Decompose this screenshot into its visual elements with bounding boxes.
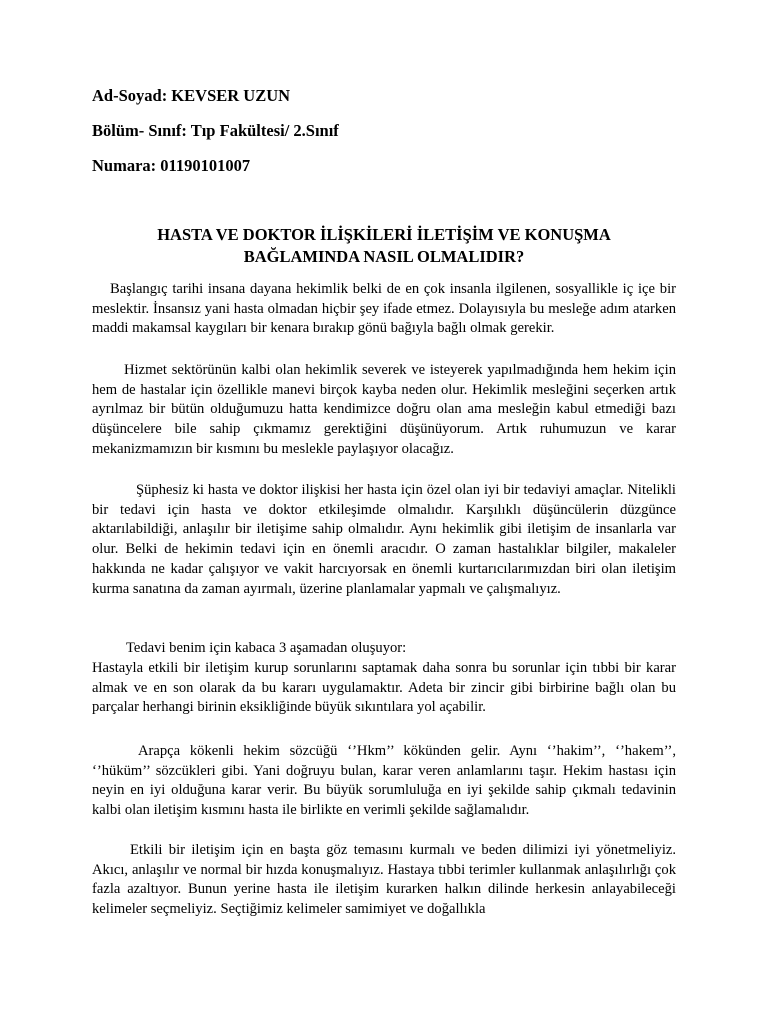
essay-title-line-1: HASTA VE DOKTOR İLİŞKİLERİ İLETİŞİM VE KONUŞMA [157,225,611,244]
paragraph-1: Başlangıç tarihi insana dayana hekimlik belki de en çok insanla ilgilenen, sosyallikle iç içe bir meslektir. İnsansız yani hasta olmadan hiçbir şey ifade etmez. Dolayısıyla bu mesleğe adım atarken maddi makamsal kaygıları bir kenara bırakıp gönü bağıyla bağlı olmak gerekir. [92,281,676,337]
paragraph-5: Arapça kökenli hekim sözcüğü ‘’Hkm’’ kökünden gelir. Aynı ‘’hakim’’, ‘’hakem’’, ‘’hüküm’’ sözcükleri gibi. Yani doğruyu bulan, karar veren anlamlarını taşır. Hekim hastası için neyin en iyi olduğuna karar verir. Bu büyük sorumluluğa en iyi şekilde sahip çıkmalı tedavinin kalbi olan iletişim kısmını hasta ile birlikte en verimli şekilde sağlamalıdır. [92,743,676,819]
essay-title [92,224,676,268]
student-department: Bölüm- Sınıf: Tıp Fakültesi/ 2.Sınıf [92,121,339,140]
student-number: Numara: 01190101007 [92,156,251,175]
paragraph-6: Etkili bir iletişim için en başta göz temasını kurmalı ve beden dilimizi iyi yönetmeliyiz. Akıcı, anlaşılır ve normal bir hızda konuşmalıyız. Hastaya tıbbi terimler kullanmak anlaşılırlığı çok fazla azaltıyor. Bunun yerine hasta ile iletişim kurarken halkın dilinde herkesin anlayabileceği kelimeler seçmeliyiz. Seçtiğimiz kelimeler samimiyet ve doğallıkla [92,842,676,918]
paragraph-4-intro: Tedavi benim için kabaca 3 aşamadan oluşuyor: [126,640,407,656]
essay-title-line-2: BAĞLAMINDA NASIL OLMALIDIR? [243,247,525,266]
student-name: Ad-Soyad: KEVSER UZUN [92,86,291,105]
paragraph-4-body: Hastayla etkili bir iletişim kurup sorunlarını saptamak daha sonra bu sorunlar için tıbbi bir karar almak ve en son olarak da bu kararı uygulamaktır. Adeta bir zincir gibi birbirine bağlı olan bu parçalar herhangi birinin eksikliğinde büyük sıkıntılara yol açabilir. [92,660,676,716]
paragraph-2: Hizmet sektörünün kalbi olan hekimlik severek ve isteyerek yapılmadığında hem hekim için hem de hastalar için özellikle manevi birçok kayba neden olur. Hekimlik mesleğini seçerken artık ayrılmaz bir bütün olduğumuzu hatta kendimizce doğru olan ama mesleğin kabul etmediği bazı düşüncelere bile sahip çıkmamız gerektiğini düşünüyorum. Artık ruhumuzun ve karar mekanizmamızın bir kısmını bu meslekle paylaşıyor olacağız. [92,362,676,457]
paragraph-3: Şüphesiz ki hasta ve doktor ilişkisi her hasta için özel olan iyi bir tedaviyi amaçlar. Nitelikli bir tedavi için hasta ve doktor etkileşimde olmalıdır. Karşılıklı düşüncülerin düzgünce aktarılabildiği, anlaşılır bir iletişime sahip olmalıdır. Aynı hekimlik gibi iletişim de insanlarla var olur. Belki de hekimin tedavi için en önemli aracıdır. O zaman hastalıklar bilgiler, makaleler hakkında ne kadar çalışıyor ve vakit harcıyorsak en önemli kurtarıcılarımızdan biri olan iletişim kurma sanatına da zaman ayırmalı, üzerine planlamalar yapmalı ve çalışmalıyız. [92,482,676,597]
